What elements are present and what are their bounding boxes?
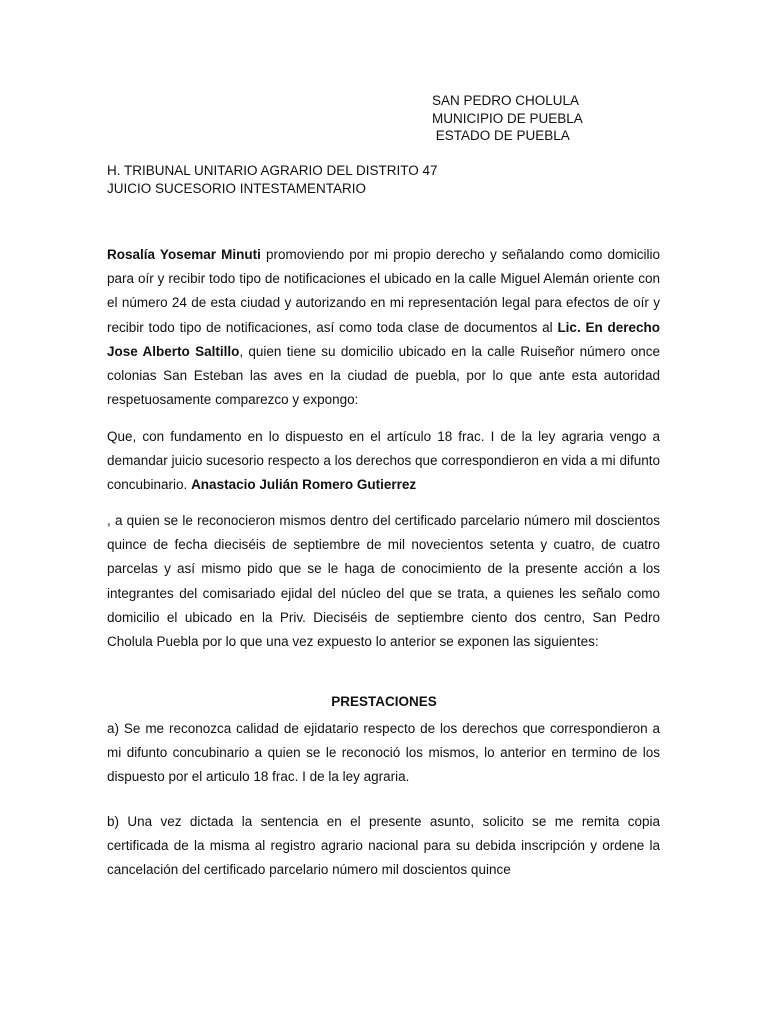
location-line-state: ESTADO DE PUEBLA [432, 128, 570, 143]
paragraph-claim [107, 425, 660, 498]
case-type: JUICIO SUCESORIO INTESTAMENTARIO [107, 181, 367, 196]
section-heading-prestaciones: PRESTACIONES [331, 694, 437, 709]
paragraph-prestacion-b [107, 810, 660, 883]
location-line-town: SAN PEDRO CHOLULA [432, 93, 580, 108]
plaintiff-name: Rosalía Yosemar Minuti [107, 247, 261, 262]
paragraph-prestacion-a [107, 717, 660, 790]
paragraph-introduction [107, 243, 660, 412]
paragraph-certificate-text: , a quien se le reconocieron mismos dentro del certificado parcelario número mil doscientos quince de fecha dieciséis de septiembre de mil novecientos setenta y cuatro, de cuatro parcelas y así mismo pido que se le haga de conocimiento de la presente acción a los integrantes del comisariado ejidal del núcleo del que se trata, a quienes les señalo como domicilio el ubicado en la Priv. Dieciséis de septiembre ciento dos centro, San Pedro Cholula Puebla por lo que una vez expuesto lo anterior se exponen las siguientes: [107, 513, 660, 650]
paragraph-introduction-text-a: promoviendo por mi propio derecho y señalando como domicilio para oír y recibir todo tipo de notificaciones el ubicado en la calle Miguel Alemán oriente con el número 24 de esta ciudad y autorizando en mi representación legal para efectos de oír y recibir todo tipo de notificaciones, así como toda clase de documentos al [107, 247, 661, 335]
location-block [432, 92, 583, 145]
lawyer-name: Lic. En derecho Jose Alberto Saltillo [107, 319, 660, 359]
paragraph-prestacion-a-text: a) Se me reconozca calidad de ejidatario respecto de los derechos que correspondieron a mi difunto concubinario a quien se le reconoció los mismos, lo anterior en termino de los dispuesto por el articulo 18 frac. I de la ley agraria. [107, 721, 660, 785]
deceased-name: Anastacio Julián Romero Gutierrez [191, 477, 417, 493]
location-line-municipality: MUNICIPIO DE PUEBLA [432, 110, 583, 126]
court-name: H. TRIBUNAL UNITARIO AGRARIO DEL DISTRITO 47 [107, 163, 438, 178]
paragraph-introduction-text-b: , quien tiene su domicilio ubicado en la calle Ruiseñor número once colonias San Esteban las aves en la ciudad de puebla, por lo que ante esta autoridad respetuosamente comparezco y expongo: [107, 343, 660, 408]
court-block [107, 162, 438, 198]
paragraph-certificate [107, 509, 660, 654]
paragraph-claim-text: Que, con fundamento en lo dispuesto en el artículo 18 frac. I de la ley agraria vengo a demandar juicio sucesorio respecto a los derechos que correspondieron en vida a mi difunto concubinario. [107, 429, 660, 493]
paragraph-prestacion-b-text: b) Una vez dictada la sentencia en el presente asunto, solicito se me remita copia certificada de la misma al registro agrario nacional para su debida inscripción y ordene la cancelación del certificado parcelario número mil doscientos quince [107, 814, 660, 878]
